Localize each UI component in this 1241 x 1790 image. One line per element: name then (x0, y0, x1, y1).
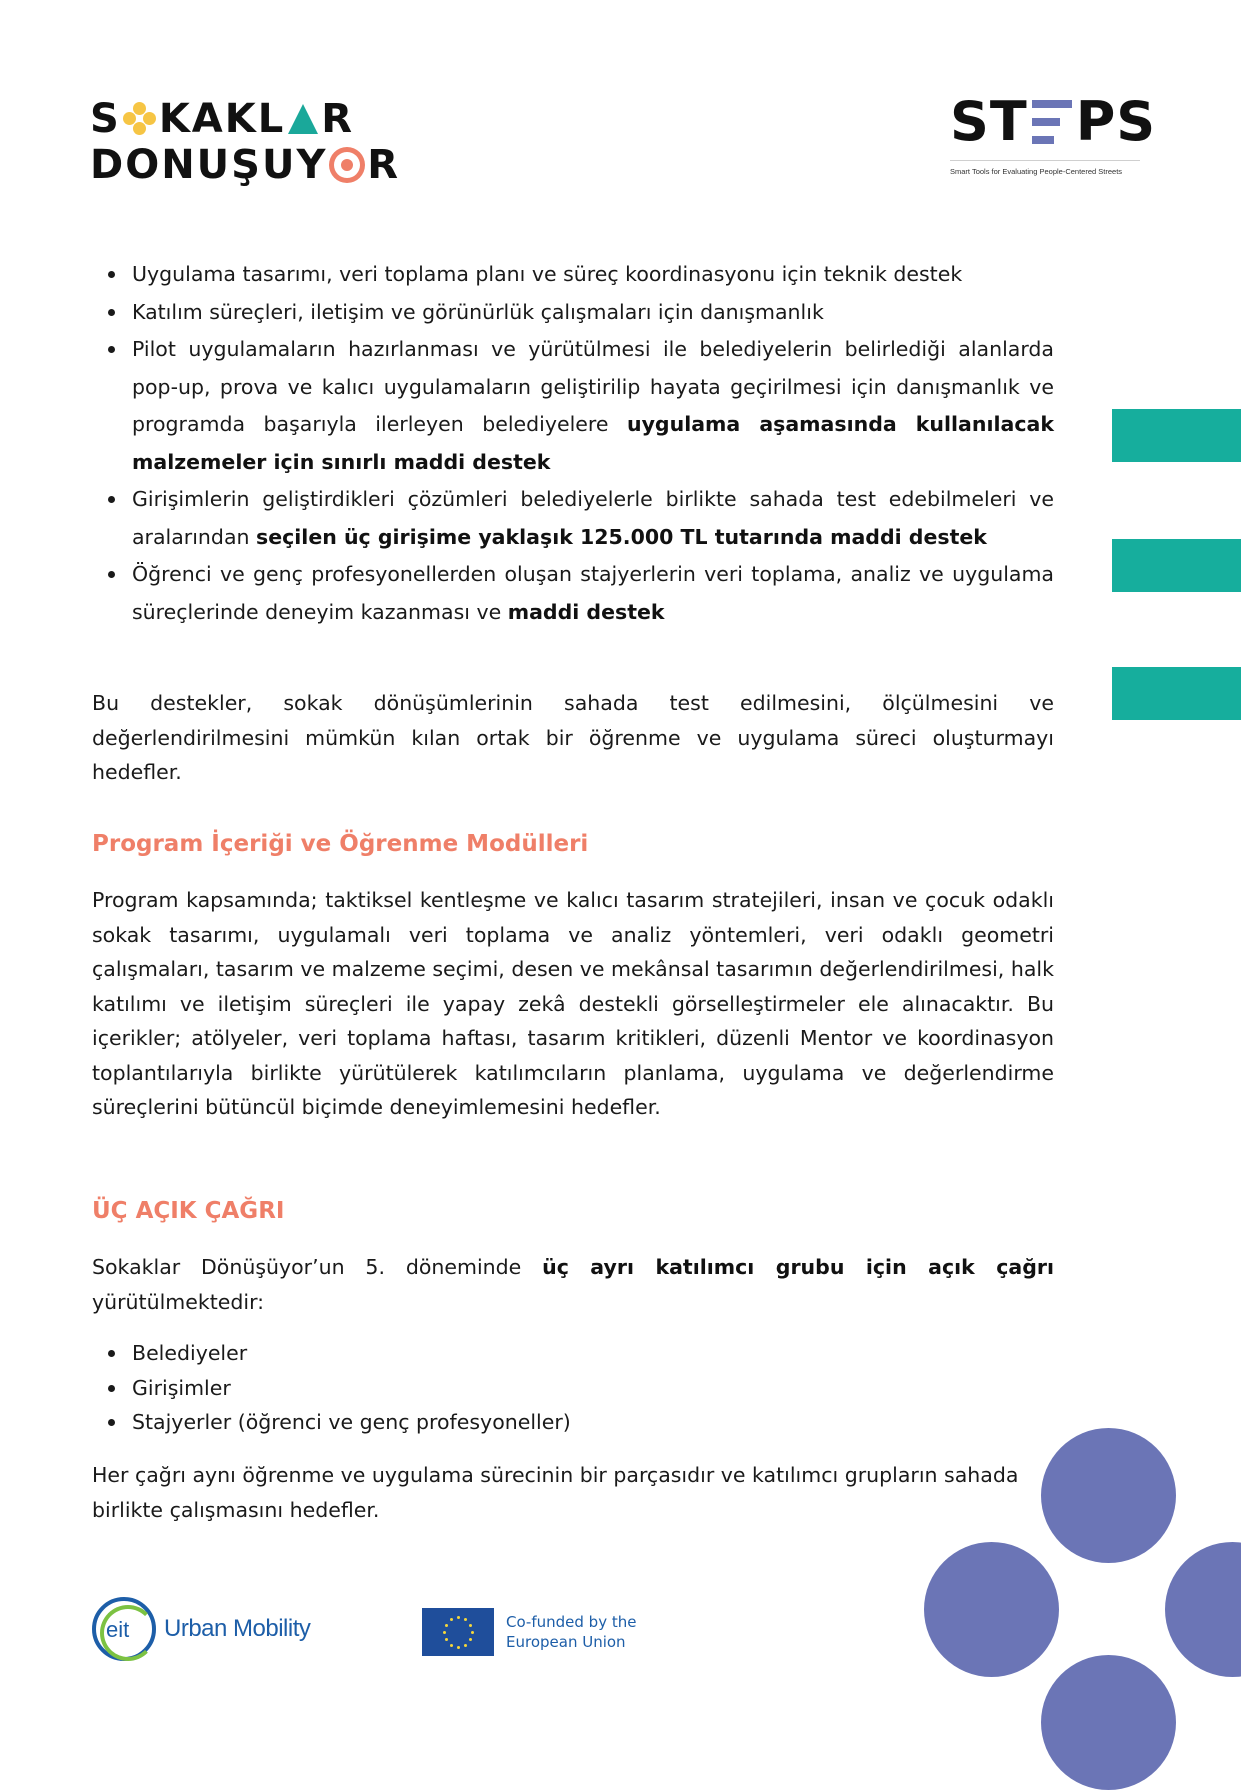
purple-circle-decoration (924, 1542, 1059, 1677)
calls-intro-lead: Sokaklar Dönüşüyor’un 5. döneminde (92, 1255, 543, 1279)
calls-closing-text: Her çağrı aynı öğrenme ve uygulama sürecinin bir parçasıdır ve katılımcı grupların sahada birlikte çalışmasını hedefler. (92, 1463, 1019, 1522)
logo-line-1 (90, 96, 400, 142)
logo-letter-r2: R (367, 142, 400, 188)
list-item (92, 556, 1054, 631)
list-item: Girişimler (92, 1371, 1054, 1406)
logo-letters-kakl: KAKL (158, 96, 286, 142)
logo-line-2 (90, 142, 400, 188)
calls-intro (92, 1250, 1054, 1319)
list-item (92, 256, 1054, 294)
list-item-bold-text: maddi destek (507, 599, 665, 624)
eit-ring-icon (92, 1597, 156, 1661)
calls-intro-tail: yürütülmektedir: (92, 1289, 265, 1314)
eit-label: Urban Mobility (164, 1615, 311, 1642)
list-item-text: Pilot uygulamaların hazırlanması ve yürütülmesi ile belediyelerin belirlediği alanlarda pop-up, prova ve kalıcı uygulamaların geliştirilip hayata geçirilmesi için danışmanlık ve programda başarıyla ilerleyen belediyelere (132, 337, 1054, 436)
purple-circle-decoration (1041, 1655, 1176, 1790)
flower-dots-icon (123, 102, 157, 136)
steps-letters-st: ST (950, 90, 1028, 153)
support-list-section (92, 256, 1054, 631)
support-list (92, 256, 1054, 631)
steps-logo (950, 90, 1157, 176)
list-item-text: Girişimlerin geliştirdikleri çözümleri belediyelerle birlikte sahada test edebilmeleri ve aralarından (132, 487, 1054, 549)
eit-mark: eit (106, 1617, 130, 1642)
triangle-a-icon (288, 104, 318, 134)
program-paragraph-text: Program kapsamında; taktiksel kentleşme ve kalıcı tasarım stratejileri, insan ve çocuk odaklı sokak tasarımı, uygulamalı veri toplama ve analiz yöntemleri, veri odaklı geometri çalışmaları, tasarım ve malzeme seçimi, desen ve mekânsal tasarımın değerlendirilmesi, halk katılımı ve iletişim süreçleri ile yapay zekâ destekli görselleştirmeler ele alınacaktır. Bu içerikler; atölyeler, veri toplama haftası, tasarım kritikleri, düzenli Mentor ve koordinasyon toplantılarıyla birlikte yürütülerek katılımcıların planlama, uygulama ve değerlendirme süreçlerini bütüncül biçimde deneyimlemesini hedefler. (92, 888, 1054, 1119)
program-heading: Program İçeriği ve Öğrenme Modülleri (92, 831, 589, 857)
list-item-text: Katılım süreçleri, iletişim ve görünürlük çalışmaları için danışmanlık (132, 299, 824, 324)
purple-circle-decoration (1041, 1428, 1176, 1563)
logo-letter-s: S (90, 96, 121, 142)
list-item-text: Uygulama tasarımı, veri toplama planı ve süreç koordinasyonu için teknik destek (132, 262, 963, 286)
eu-text (506, 1612, 636, 1652)
teal-bar-decoration (1112, 539, 1241, 592)
steps-e-bars-icon (1032, 100, 1072, 144)
target-o-icon (329, 147, 365, 183)
logo-letters-donusuy: DONUŞUY (90, 142, 328, 188)
calls-heading: ÜÇ AÇIK ÇAĞRI (92, 1198, 285, 1224)
support-summary (92, 686, 1054, 790)
logo-letter-r: R (321, 96, 355, 142)
eu-text-line-1: Co-funded by the (506, 1613, 637, 1631)
list-item-bold-text: uygulama aşamasında kullanılacak malzemeler için sınırlı maddi destek (132, 412, 1054, 474)
list-item-bold-text: seçilen üç girişime yaklaşık 125.000 TL tutarında maddi destek (256, 524, 987, 549)
list-item (92, 331, 1054, 481)
steps-wordmark (950, 90, 1157, 153)
list-item (92, 481, 1054, 556)
eu-text-line-2: European Union (506, 1633, 626, 1651)
sokaklar-donusuyor-logo (90, 96, 400, 192)
steps-letters-ps: PS (1075, 90, 1157, 153)
list-item: Stajyerler (öğrenci ve genç profesyoneller) (92, 1405, 1054, 1440)
calls-groups (92, 1336, 1054, 1440)
groups-list (92, 1336, 1054, 1440)
purple-circle-decoration (1165, 1542, 1241, 1677)
eit-urban-mobility-logo (92, 1597, 310, 1661)
list-item-text: Öğrenci ve genç profesyonellerden oluşan stajyerlerin veri toplama, analiz ve uygulama süreçlerinde deneyim kazanması ve (132, 562, 1054, 624)
eu-flag-icon (422, 1608, 494, 1656)
calls-intro-bold: üç ayrı katılımcı grubu için açık çağrı (542, 1255, 1055, 1279)
calls-intro-text (92, 1250, 1054, 1319)
calls-closing (92, 1458, 1054, 1527)
list-item (92, 294, 1054, 332)
steps-subtitle: Smart Tools for Evaluating People-Centered Streets (950, 167, 1123, 176)
eu-cofunded-logo (422, 1608, 636, 1656)
program-paragraph (92, 883, 1054, 1125)
support-summary-text: Bu destekler, sokak dönüşümlerinin sahada test edilmesini, ölçülmesini ve değerlendirilmesini mümkün kılan ortak bir öğrenme ve uygulama süreci oluşturmayı hedefler. (92, 691, 1054, 784)
teal-bar-decoration (1112, 667, 1241, 720)
teal-bar-decoration (1112, 409, 1241, 462)
list-item: Belediyeler (92, 1336, 1054, 1371)
steps-divider (950, 160, 1140, 161)
